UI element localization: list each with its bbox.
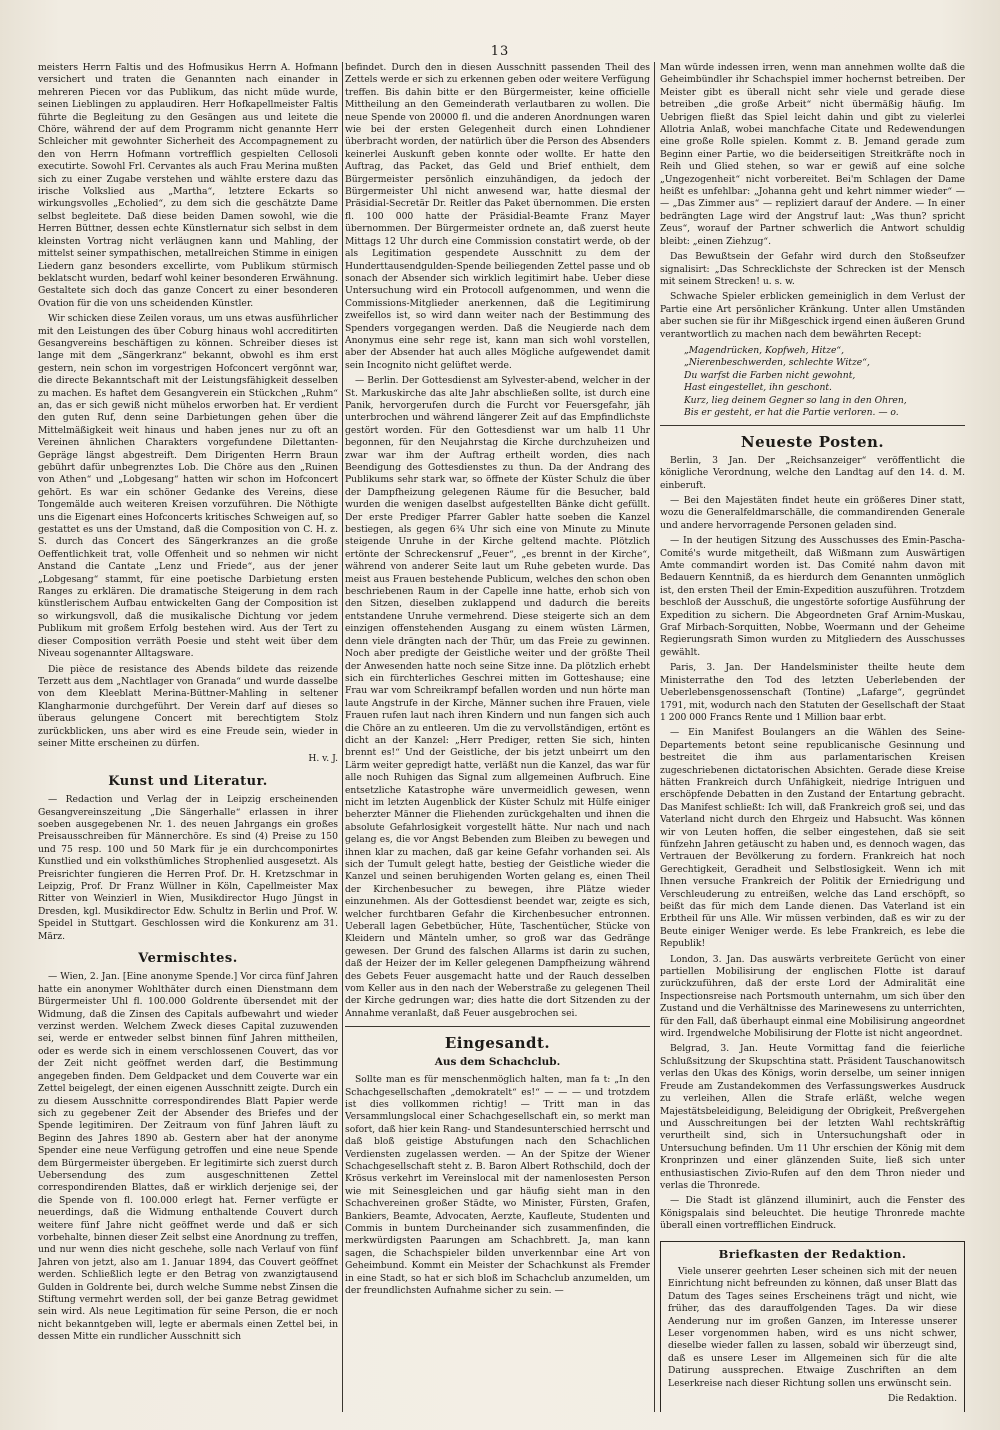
divider [660,425,965,426]
poem-line: Du warfst die Farben nicht gewohnt, [684,369,856,381]
wien-continued-para: befindet. Durch den in diesen Ausschnitt passenden Theil des Zettels werde er sich zu erkennen geben oder weitere Verfügung treffen. Bis dahin bitte er den Bürgermeister, keine officielle Mittheilung an den Gemeinderath verlautbaren zu wollen. Die neue Spende von 20000 fl. und die anderen Anordnungen waren wie bei der ersten Gelegenheit durch einen Lohndiener überbracht worden, der natürlich über die Person des Absenders keinerlei Auskunft geben konnte oder wollte. Er hatte den Auftrag, das Packet, das Geld und Brief enthielt, dem Bürgermeister persönlich einzuhändigen, da jedoch der Bürgermeister Uhl nicht anwesend war, hatte diesmal der Präsidial-Secretär Dr. Reitler das Paket übernommen. Die ersten fl. 100 000 hatte der Präsidial-Beamte Franz Mayer übernommen. Der Bürgermeister ordnete an, daß zuerst heute Mittags 12 Uhr durch eine Commission constatirt werde, ob der als Legitimation gespendete Ausschnitt zu dem der Hunderttausendgulden-Spende beiliegenden Zettel passe und ob sonach der Absender sich wirklich legitimirt habe. Ueber diese Untersuchung wird ein Protocoll aufgenommen, und wenn die Commissions-Mitglieder anerkennen, daß die Legitimirung zweifellos ist, so wird dann weiter nach der Bestimmung des Spenders vorgegangen werden. Daß die Neugierde nach dem Anonymus eine sehr rege ist, kann man sich wohl vorstellen, aber der Absender hat auch alles Mögliche aufgewendet damit sein Incognito nicht gelüftet werde. [345,62,650,371]
schach-continued-para-2: Das Bewußtsein der Gefahr wird durch den Stoßseufzer signalisirt: „Das Schrecklichste der Schrecken ist der Mensch mit seinem Strecken! u. s. w. [660,251,965,287]
column-rule-left [342,62,343,1412]
news-item: — Ein Manifest Boulangers an die Wählen des Seine-Departements betont seine republicanische Gesinnung und bestreitet die ihm aus parlamentarischen Kreisen zugeschriebenen dictatorischen Absichten. Gerade diese Kreise hätten Frankreich durch Unfähigkeit, niedrige Intriguen und erschöpfende Debatten in den Zustand der Entartung gebracht. Das Manifest schließt: Ich will, daß Frankreich groß sei, und das Vaterland nicht durch den Ehrgeiz und Habsucht. Was können wir von Leuten hoffen, die selber eingestehen, daß sie seit fünfzehn Jahren getäuscht zu haben und, es dennoch wagen, das Vertrauen der Bevölkerung zu fordern. Frankreich hat noch Gerechtigkeit, Geradheit und Selbstlosigkeit. Wenn ich mit Ihnen versuche Frankreich der Politik der Erniedrigung und Verschleuderung zu entreißen, welche das Land erschöpft, so beißt das für mich dem Lande dienen. Das Vaterland ist ein Erbtheil für uns Alle. Wir müssen verbinden, daß es wir zu der Beute einiger Weniger werde. Es lebe Frankreich, es lebe die Republik! [660,727,965,950]
poem-line: Kurz, lieg deinem Gegner so lang in den Ohren, [684,394,907,406]
column-right [660,62,965,1412]
page-number: 13 [490,44,510,59]
briefkasten-box [660,1241,965,1412]
poem [684,345,965,419]
news-item: Belgrad, 3. Jan. Heute Vormittag fand die feierliche Schlußsitzung der Skupschtina statt. Präsident Tauschanowitsch verlas den Ukas des Königs, worin derselbe, um seiner innigen Freude am Zustandekommen des Verfassungswerkes Ausdruck zu verleihen, Allen die Strafe erläßt, welche wegen Majestätsbeleidigung, Beleidigung der Obrigkeit, Preßvergehen und Ausschreitungen bei der letzten Wahl rechtskräftig verurtheilt sind, sich in Untersuchungshaft oder in Untersuchung befinden. Um 11 Uhr erschien der König mit dem Kronprinzen und einer glänzenden Suite, ließ sich unter enthusiastischen Zivio-Rufen auf den dem Thron nieder und verlas die Thronrede. [660,1043,965,1191]
news-item: Berlin, 3 Jan. Der „Reichsanzeiger“ veröffentlicht die königliche Verordnung, welche den Landtag auf den 14. d. M. einberuft. [660,454,965,491]
briefkasten-signature: Die Redaktion. [888,1393,957,1405]
section-heading-neueste-posten: Neueste Posten. [740,433,885,452]
section-heading-kunst: Kunst und Literatur. [108,773,268,789]
column-middle [345,62,650,1412]
schachclub-para: Sollte man es für menschenmöglich halten, man fa t: „In den Schachgesellschaften „demokratelt“ es!“ — — — und trotzdem ist dies vollkommen richtig! — Tritt man in das Versammlungslocal einer Schachgesellschaft ein, so merkt man sofort, daß hier kein Rang- und Standesunterschied herrscht und daß bloß geistige Abstufungen nach den Schachlichen Verdiensten zugelassen werden. — An der Spitze der Wiener Schachgesellschaft steht z. B. Baron Albert Rothschild, doch der Krösus verkehrt im Vereinslocal mit der namenlosesten Person wie mit Seinesgleichen und gar häufig sieht man in den Schachvereinen großer Städte, wo Minister, Fürsten, Grafen, Bankiers, Beamte, Advocaten, Aerzte, Kaufleute, Studenten und Commis in buntem Durcheinander sich zusammenfinden, die merkwürdigsten Paarungen am Schachbrett. Ja, man kann sagen, die Schachspieler bilden unverkennbar eine Art von Geheimbund. Kommt ein Meister der Schachkunst als Fremder in eine Stadt, so hat er sich bloß im Schachclub anzumelden, um der freundlichsten Aufnahme sicher zu sein. — [345,1074,650,1296]
subheading-schachclub: Aus dem Schachclub. [434,1055,561,1068]
concert-report-signature: H. v. J. [308,753,338,765]
poem-line: „Nierenbeschwerden, schlechte Witze“, [684,357,870,369]
poem-line: „Magendrücken, Kopfweh, Hitze“, [684,344,845,356]
vermischtes-para: — Wien, 2. Jan. [Eine anonyme Spende.] Vor circa fünf Jahren hatte ein anonymer Wohlthäter durch einen Dienstmann dem Bürgermeister Uhl fl. 100.000 Goldrente übersendet mit der Widmung, daß die Zinsen des Capitals aufbewahrt und wieder verzinst werden. Welchem Zweck dieses Capital zuzuwenden sei, werde er entweder selbst binnen fünf Jahren mittheilen, oder es werde sich in einem verschlossenen Couvert, das vor der Zeit nicht geöffnet werden darf, die Bestimmung angegeben finden. Dem Geldpacket und dem Couverte war ein Zettel beigelegt, der einen eigenen Ausschnitt zeigte. Durch ein zu diesem Ausschnitte correspondirendes Blatt Papier werde sich zu gegebener Zeit der Absender des Briefes und der Spende legitimiren. Der Zeitraum von fünf Jahren läuft zu Beginn des Jahres 1890 ab. Gestern aber hat der anonyme Spender eine neue Verfügung getroffen und eine neue Spende dem Bürgermeister übergeben. Er legitimirte sich zuerst durch Uebersendung des zum ausgeschnittenen Zettel correspondirenden Blattes, daß er wirklich derjenige sei, der die Spende von fl. 100.000 erlegt hat. Ferner verfügte er neuerdings, daß die Widmung enthaltende Couvert durch weitere fünf Jahre nicht geöffnet werde und daß er sich vorbehalte, binnen dieser Zeit selbst eine Anordnung zu treffen, und nur wenn dies nicht geschehe, solle nach Verlauf von fünf Jahren von jetzt, also am 1. Januar 1894, das Couvert geöffnet werden. Schließlich legte er den Betrag von zwanzigtausend Gulden in Goldrente bei, durch welche Summe nebst Zinsen die Stiftung vermehrt werden soll, der bei ganze Betrag gewidmet sein wird. Als neue Legitimation für seine Person, die er noch nicht bekanntgeben will, legte er abermals einen Zettel bei, in dessen Mitte ein rundlicher Ausschnitt sich [38,971,338,1343]
news-item: — Bei den Majestäten findet heute ein größeres Diner statt, wozu die Generalfeldmarschälle, die commandirenden Generale und andere hervorragende Personen geladen sind. [660,495,965,531]
news-item: London, 3. Jan. Das auswärts verbreitete Gerücht von einer partiellen Mobilisirung der englischen Flotte ist darauf zurückzuführen, daß der erste Lord der Admiralität eine Inspectionsreise nach Portsmouth unternahm, um sich über den Zustand und die Verhältnisse des Marinewesens zu unterrichten, für den Fall, daß überhaupt einmal eine Mobilisirung angeordnet wird. Irgendwelche Mobilisirung der Flotte ist nicht angeordnet. [660,953,965,1040]
schach-continued-para-3: Schwache Spieler erblicken gemeiniglich in dem Verlust der Partie eine Art persönlicher Kränkung. Unter allen Umständen aber suchen sie für ihr Mißgeschick irgend einen äußeren Grund verantwortlich zu machen nach dem bewährten Recept: [660,291,965,340]
news-item: — In der heutigen Sitzung des Ausschusses des Emin-Pascha-Comité's wurde mitgetheilt, daß Wißmann zum Auswärtigen Amte commandirt worden ist. Das Comité nahm davon mit Bedauern Kenntniß, da es hierdurch dem Genannten unmöglich ist, den ersten Theil der Emin-Expedition auszuführen. Trotzdem beschloß der Ausschuß, die ungestörte sofortige Ausführung der Expedition zu sichern. Die Abgeordneten Graf Arnim-Muskau, Graf Mirbach-Sorquitten, Nobbe, Woermann und der Geheime Regierungsrath Simon wurden zu Mitgliedern des Ausschusses gewählt. [660,535,965,658]
concert-report-para-2: Wir schicken diese Zeilen voraus, um uns etwas ausführlicher mit den Leistungen des über Coburg hinaus wohl accreditirten Gesangvereins beschäftigen zu können. Schreiber dieses ist lange mit dem „Sängerkranz“ bekannt, obwohl es ihm erst gestern, nein schon im vorgestrigen Hofconcert vergönnt war, die directe Bekanntschaft mit der Leistungsfähigkeit desselben zu machen. Es haftet dem Gesangverein ein Stückchen „Ruhm“ an, das er sich gewiß nicht mühelos erworben hat. Er verdient den guten Ruf, denn seine Darbietungen gehen über die Mittelmäßigkeit weit hinaus und haben jenes nur zu oft an Vereinen ähnlichen Charakters vorgefundene Dilettanten-Gepräge längst abgestreift. Dem Dirigenten Herrn Braun gebührt dafür unbegrenztes Lob. Die Chöre aus den „Ruinen von Athen“ und „Lobgesang“ hatten wir schon im Hofconcert gehört. Es war ein schöner Gedanke des Vereins, diese Tongemälde auch weiteren Kreisen vorzuführen. Die Nöthigte uns die Eigenart eines Hofconcerts kritisches Schweigen auf, so gestattet es uns der Umstand, daß die Composition von C. H. z. S. durch das Concert des Sängerkranzes an die große Oeffentlichkeit trat, volle Offenheit und so nehmen wir nicht Anstand die Cantate „Lenz und Friede“, aus der jener „Lobgesang“ stammt, für eine poetische Darbietung ersten Ranges zu erklären. Die dramatische Steigerung in dem rach künstlerischem Aufbau entwickelten Gang der Composition ist so wirkungsvoll, daß die musikalische Dichtung vor jedem Publikum mit großem Erfolg bestehen wird. Aus der Tert zu dieser Composition verräth Poesie und steht weit über dem Niveau sogenannter Alltagsware. [38,313,338,660]
poem-line: Hast eingestellet, ihn geschont. [684,382,832,394]
kunst-para: — Redaction und Verlag der in Leipzig erscheinenden Gesangvereinszeitung „Die Sängerhalle“ erlassen in ihrer soeben ausgegebenen Nr. 1. des neuen Jahrgangs ein großes Preisausschreiben für Männerchöre. Es sind (4) Preise zu 150 und 75 resp. 100 und 50 Mark für je ein durchcomponirtes Kunstlied und ein volksthümliches Strophenlied ausgesetzt. Als Preisrichter fungieren die Herren Prof. Dr. H. Kretzschmar in Leipzig, Prof. Dr Franz Wüllner in Köln, Capellmeister Max Ritter von Weinzierl in Wien, Musikdirector Hugo Jüngst in Dresden, kgl. Musikdirector Edw. Schultz in Berlin und Prof. W. Speidel in Stuttgart. Geschlossen wird die Konkurenz am 31. März. [38,794,338,942]
column-left [38,62,338,1412]
berlin-church-para: — Berlin. Der Gottesdienst am Sylvester-abend, welcher in der St. Markuskirche das alte Jahr abschließen sollte, ist durch eine Panik, hervorgerufen durch die Furcht vor Feuersgefahr, jäh unterbrochen und während längerer Zeit auf das Empfindlichste gestört worden. Für den Gottesdienst war um halb 11 Uhr begonnen, für den Neujahrstag die Kirche durchzuheizen und zwar war ihm der Auftrag ertheilt worden, dies nach Beendigung des Gottesdienstes zu thun. Da der Andrang des Publikums sehr stark war, so öffnete der Küster Schulz die über der Dampfheizung gelegenen Räume für die Besucher, bald wurden die wenigen daselbst aufgestellten Bänke dicht gefüllt. Der erste Prediger Pfarrer Gabler hatte soeben die Kanzel bestiegen, als gegen 6¾ Uhr sich eine von Minute zu Minute steigende Unruhe in der Kirche geltend machte. Plötzlich ertönte der Schreckensruf „Feuer“, „es brennt in der Kirche“, während von anderer Seite laut um Ruhe gebeten wurde. Das meist aus Frauen bestehende Publicum, welches den schon oben beschriebenen Raum in der Capelle inne hatte, erhob sich von den Sitzen, dieselben zuklappend und dadurch die bereits entstandene Unruhe vermehrend. Diese steigerte sich an dem einzigen offenstehenden Ausgang zu einem wüsten Lärmen, denn viele drängten nach der Thür, um das Freie zu gewinnen. Noch aber predigte der Geistliche weiter und der größte Theil der Anwesenden hatte noch seine Sitze inne. Da plötzlich erhebt sich ein fürchterliches Geschrei mitten im Gotteshause; eine Frau war vom Schreikrampf befallen worden und nun hörte man laute Angstrufe in der Kirche, Männer suchen ihre Frauen, viele Frauen rufen laut nach ihren Kindern und nun fangen sich auch die Chöre an zu entleeren. Um die zu vervollständigen, ertönt es dicht an der Kanzel: „Herr Prediger, retten Sie sich, hinten brennt es!“ Und der Geistliche, der bis jetzt unbeirrt um den Lärm weiter gepredigt hatte, verläßt nun die Kanzel, das war für alle noch Ruhigen das Signal zum allgemeinen Aufbruch. Eine entsetzliche Katastrophe wäre unvermeidlich gewesen, wenn nicht im letzten Augenblick der Küster Schulz mit Hülfe einiger beherzter Männer die Fliehenden zurückgehalten und ihnen die absolute Gefahrlosigkeit vorgestellt hätte. Nur nach und nach gelang es, die vor Angst Bebenden zum Bleiben zu bewegen und ihnen klar zu machen, daß gar keine Gefahr vorhanden sei. Als sich der Tumult gelegt hatte, bestieg der Geistliche wieder die Kanzel und seinen beruhigenden Worten gelang es, einen Theil der Kirchenbesucher zu bewegen, ihre Plätze wieder einzunehmen. Als der Gottesdienst beendet war, zeigte es sich, welcher furchtbaren Gefahr die Kirchenbesucher entronnen. Ueberall lagen Gebetbücher, Hüte, Taschentücher, Stücke von Kleidern und Mänteln umher, so groß war das Gedränge gewesen. Der Grund des falschen Allarms ist darin zu suchen, daß der Heizer der im Keller gelegenen Dampfheizung während des Gebets Feuer ausgemacht hatte und der Rauch desselben vom Keller aus in den nach der Weberstraße zu gelegenen Theil der Kirche gedrungen war; dies hatte die dort Sitzenden zu der Annahme veranlaßt, daß Feuer ausgebrochen sei. [345,375,650,1019]
section-heading-eingesandt: Eingesandt. [444,1034,551,1053]
poem-line: Bis er gesteht, er hat die Partie verloren. — o. [684,406,899,418]
section-heading-vermischtes: Vermischtes. [138,951,238,967]
briefkasten-para: Viele unserer geehrten Leser scheinen sich mit der neuen Einrichtung nicht befreunden zu können, daß unser Blatt das Datum des Tages seines Erscheinens trägt und nicht, wie früher, das des darauffolgenden Tages. Da wir diese Aenderung nur im großen Ganzen, im Interesse unserer Leser vorgenommen haben, wird es uns nicht schwer, dieselbe wieder fallen zu lassen, sobald wir überzeugt sind, daß es unsere Leser im Allgemeinen sich für die alte Datirung aussprechen. Etwaige Zuschriften an dem Leserkreise nach dieser Richtung sollen uns erwünscht sein. [668,1265,957,1389]
concert-report-para-3: Die pièce de resistance des Abends bildete das reizende Terzett aus dem „Nachtlager von Granada“ und wurde dasselbe von dem Kleeblatt Merina-Büttner-Mahling in seltener Klangharmonie durchgeführt. Der Verein darf auf dieses so überaus gelungene Concert mit berechtigtem Stolz zurückblicken, uns aber wird es eine Freude sein, wieder in seiner Mitte erscheinen zu dürfen. [38,663,338,749]
news-item: — Die Stadt ist glänzend illuminirt, auch die Fenster des Königspalais sind beleuchtet. Die heutige Thronrede machte überall einen vortrefflichen Eindruck. [660,1195,965,1232]
concert-report-para-1: meisters Herrn Faltis und des Hofmusikus Herrn A. Hofmann versichert und traten die Genannten nach einander in mehreren Piecen vor das Publikum, das nicht müde wurde, seinen Lieblingen zu applaudiren. Herr Hofkapellmeister Faltis führte die Begleitung zu den Gesängen aus und leitete die Chöre, während der auf dem Programm nicht genannte Herr Schleicher mit gewohnter Sicherheit des Accompagnement zu den von Herrn Hofmann vortrefflich gespielten Cellosoli executirte. Sowohl Frl. Cervantes als auch Frau Merina mußten sich zu einer Zugabe verstehen und wählte erstere dazu das irische Volkslied aus „Martha“, letztere Eckarts so wirkungsvolles „Echolied“, zu dem sich die geschätzte Dame selbst begleitete. Daß diese beiden Damen sowohl, wie die Herren Büttner, dessen echte Künstlernatur sich selbst in dem kleinsten Vortrag nicht verläugnen kann und Mahling, der mittelst seiner sympathischen, metallreichen Stimme in einigen Liedern ganz besonders excellirte, vom Publikum stürmisch beklatscht wurden, bedarf wohl keiner besonderen Erwähnung. Gestaltete sich doch das ganze Concert zu einer besonderen Ovation für die von uns scheidenden Künstler. [38,62,338,309]
schach-continued-para-1: Man würde indessen irren, wenn man annehmen wollte daß die Geheimbündler ihr Schachspiel immer hochernst betreiben. Der Meister gibt es überall nicht sehr viele und gerade diese betreiben „die große Arbeit“ nicht übermäßig häufig. Im Uebrigen fließt das Spiel leicht dahin und gibt zu vielerlei Allotria Anlaß, wobei manchfache Citate und Redewendungen eine große Rolle spielen. Kommt z. B. Jemand gerade zum Beginn einer Partie, wo die beiderseitigen Streitkräfte noch in Reih und Glied stehen, so war er gewiß auf eine solche „Ungezogenheit“ nicht vorbereitet. Bei'm Schlagen der Dame heißt es unfehlbar: „Johanna geht und kehrt nimmer wieder“ — — „Das Zimmer aus“ — repliziert darauf der Andere. — In einer bedrängten Lage wird der Angstruf laut: „Was thun? spricht Zeus“, worauf der Partner schwerlich die Antwort schuldig bleibt: „einen Ziehzug“. [660,62,965,247]
column-rule-right [654,62,655,1412]
section-heading-briefkasten: Briefkasten der Redaktion. [718,1246,907,1261]
news-item: Paris, 3. Jan. Der Handelsminister theilte heute dem Ministerrathe den Tod des letzten Ueberlebenden der Ueberlebensgenossenschaft (Tontine) „Lafarge“, gegründet 1791, mit, wodurch nach den Statuten der Gesellschaft der Staat 1 200 000 Francs Rente und 1 Million baar erbt. [660,662,965,723]
divider [345,1026,650,1027]
